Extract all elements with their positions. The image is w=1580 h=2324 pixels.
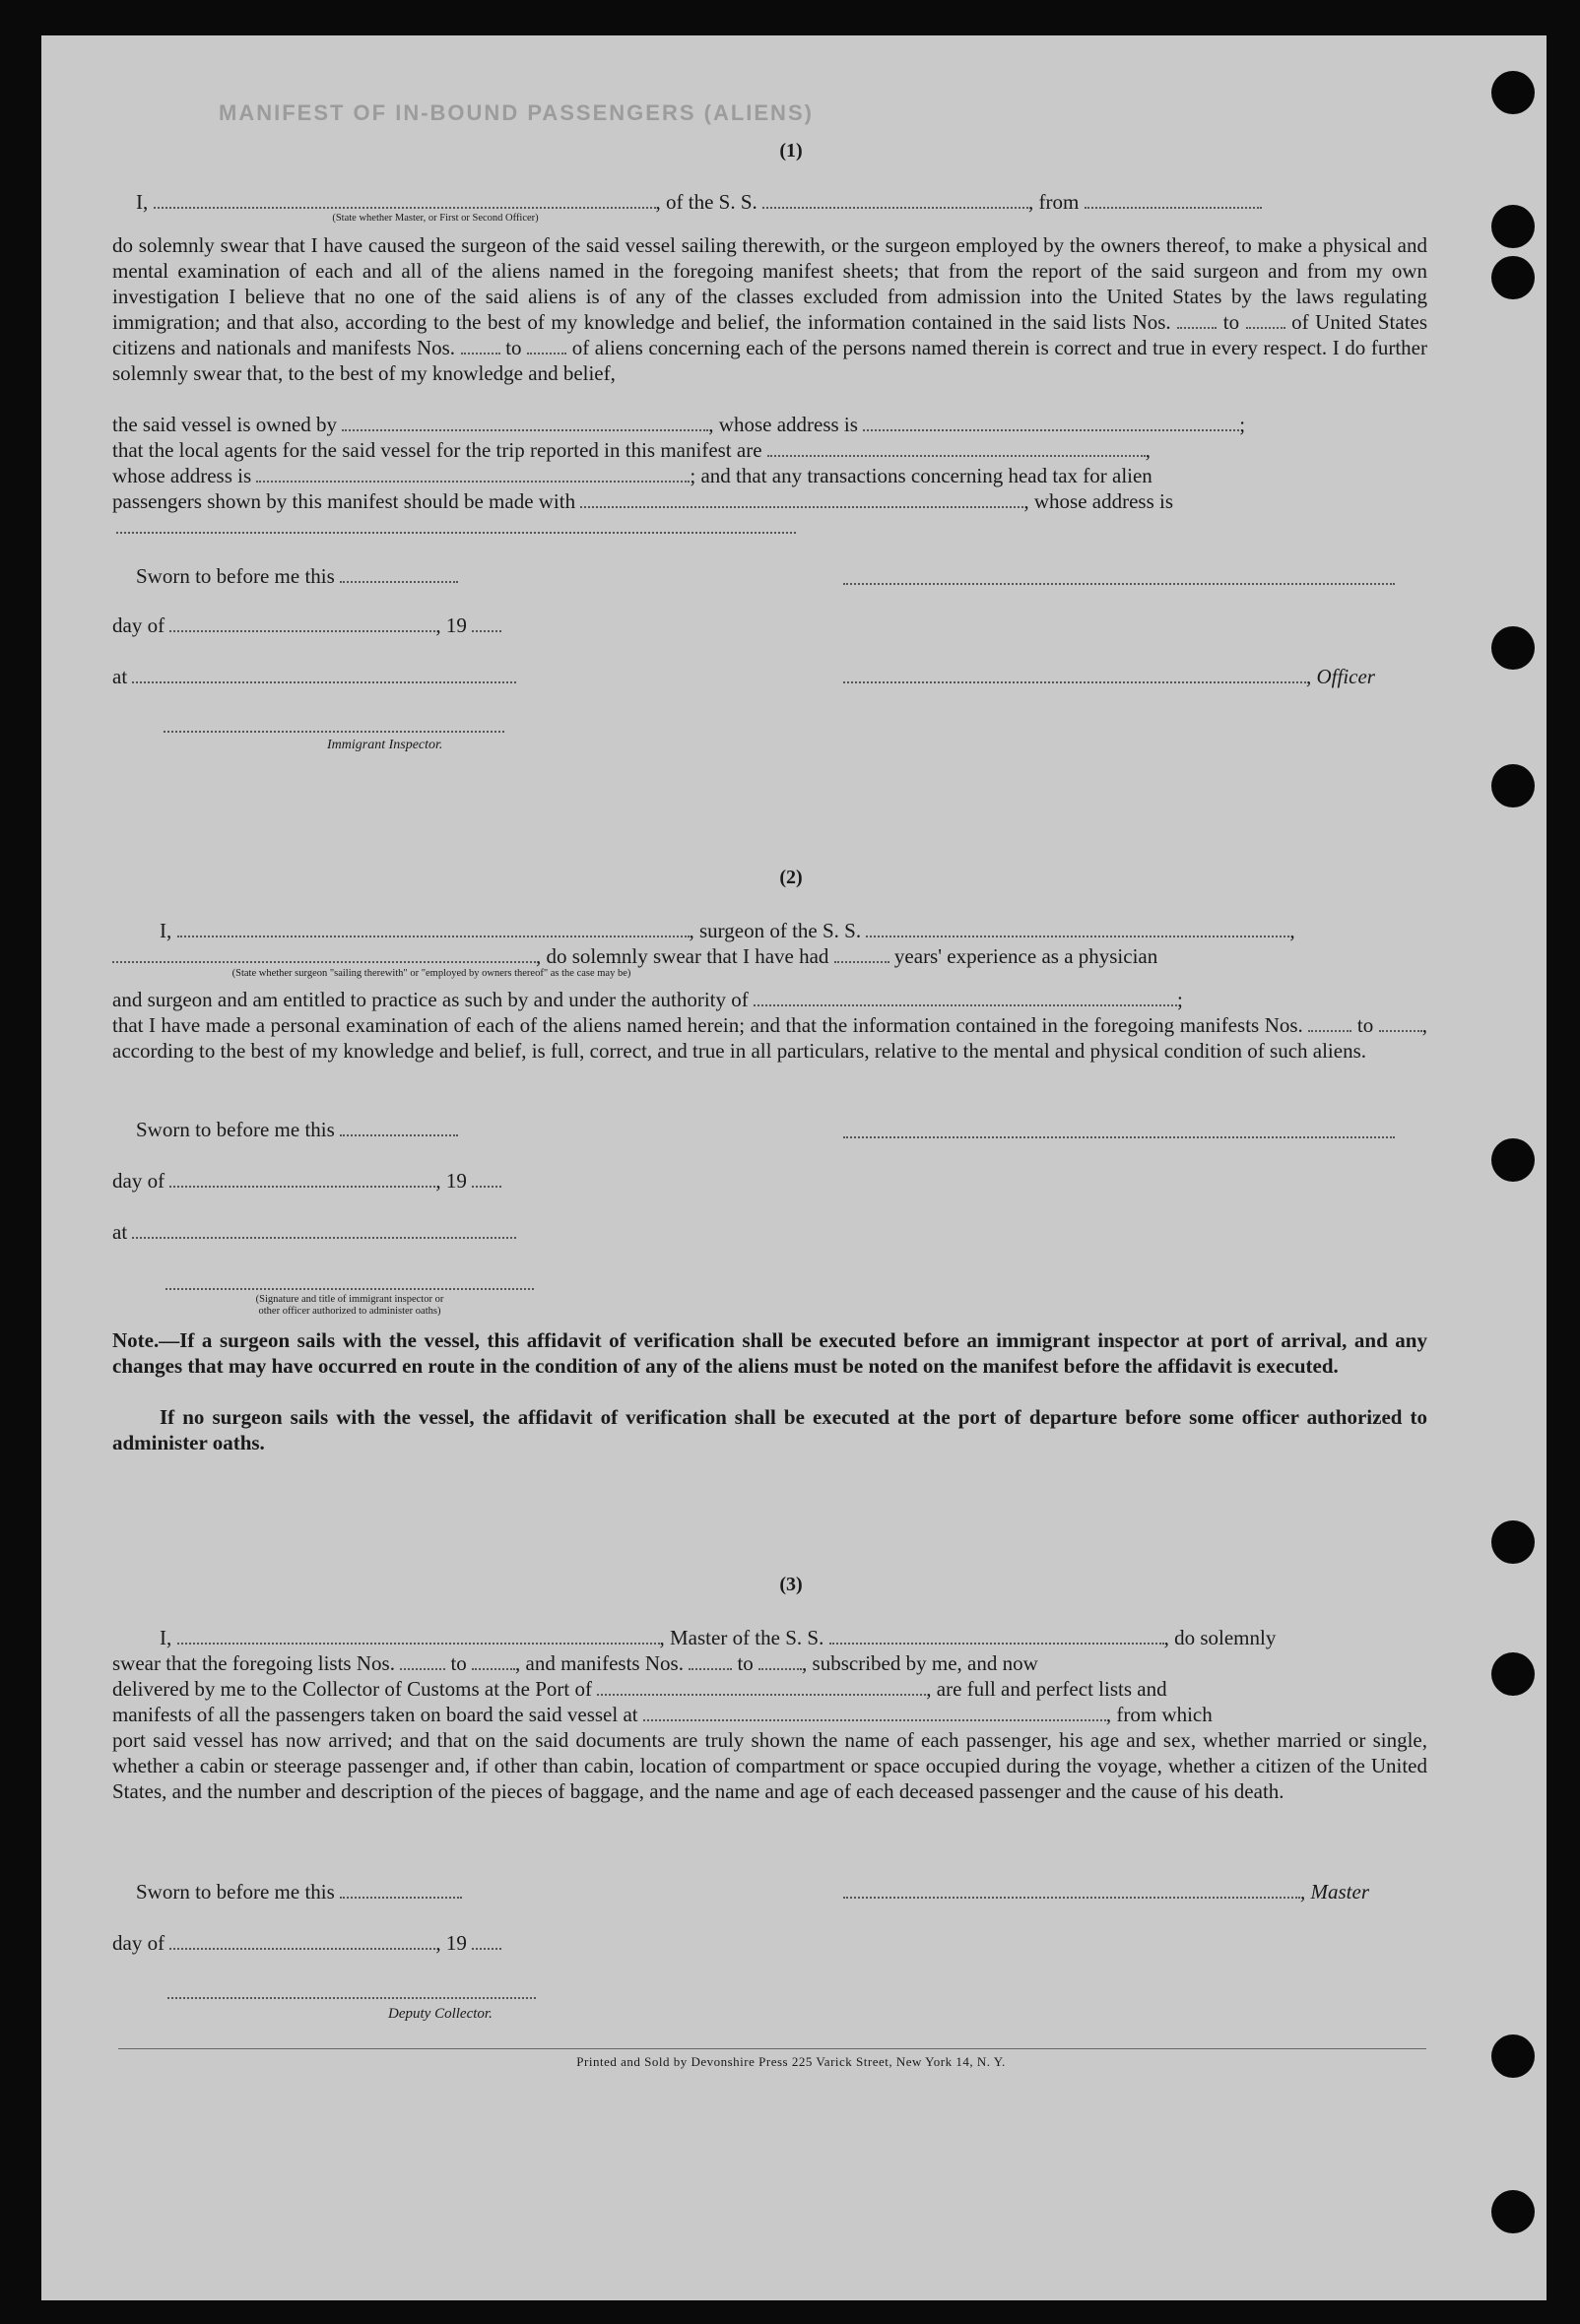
s2-at-blank [132,1220,516,1239]
s2-sworn-blank [340,1118,458,1136]
s3-to-1: to [450,1651,467,1675]
s3-day-of-text: day of [112,1931,165,1955]
s2-year: , 19 [435,1169,467,1193]
s3-subscribed: , subscribed by me, and now [802,1651,1038,1675]
s1-transactions-blank [580,489,1023,508]
s1-sworn [136,563,458,589]
s1-officer-signature-line [843,583,1395,585]
s1-from: , from [1028,190,1080,214]
s2-note-1: Note.—If a surgeon sails with the vessel, this affidavit of verification shall be executed before an immigrant inspector at port of arrival, and any changes that may have occurred en route in the condition of any of the aliens must be noted on the manifest before the affidavit is executed. [112,1328,1427,1378]
s2-i: I, [160,919,172,942]
s1-whose-address-is: whose address is [112,464,252,487]
punch-hole [1491,626,1535,670]
s3-full-perfect: , are full and perfect lists and [926,1677,1167,1701]
s1-manifests-from-blank [461,336,500,355]
s3-line-1 [160,1625,1276,1650]
s2-capacity-blank [112,944,536,963]
punch-hole [1491,205,1535,248]
s1-text-a: do solemnly swear that I have caused the surgeon of the said vessel sailing therewith, or the surgeon employed by the owners thereof, to make a physical and mental examination of each and all of the aliens named in the foregoing manifest sheets; that from the report of the said surgeon and from my own investigation I believe that no one of the said aliens is of any of the classes excluded from admission into the United States by the laws regulating immigration; and that also, according to the best of my knowledge and belief, the information contained in the said lists Nos. [112,233,1427,334]
section-2-number: (2) [779,867,803,888]
s1-manifests-to-blank [527,336,566,355]
faint-manifest-title: MANIFEST OF IN-BOUND PASSENGERS (ALIENS) [219,100,814,125]
s3-lists-from-blank [400,1651,445,1670]
s2-sworn-text: Sworn to before me this [136,1118,335,1141]
s2-at-text: at [112,1220,128,1244]
s2-caption: (State whether surgeon "sailing therewith" or "employed by owners thereof" as the case may be) [231,968,631,979]
s3-manifests-text: , and manifests Nos. [515,1651,684,1675]
s2-surgeon-of-ss: , surgeon of the S. S. [689,919,862,942]
s2-years: years' experience as a physician [893,944,1158,968]
s1-local-agents: that the local agents for the said vessel for the trip reported in this manifest are [112,438,762,462]
s2-swear: , do solemnly swear that I have had [536,944,829,968]
s3-port-blank [597,1677,926,1696]
s3-master-label: , Master [1300,1880,1369,1904]
s1-day-of [112,613,501,638]
s2-year-blank [472,1169,501,1188]
s1-of-ss: , of the S. S. [655,190,757,214]
s1-inspector-signature-line [164,731,504,733]
s2-manifests-from-blank [1308,1013,1351,1032]
s3-deputy-label: Deputy Collector. [388,2006,493,2022]
s3-lists-text: swear that the foregoing lists Nos. [112,1651,395,1675]
s1-inspector-label: Immigrant Inspector. [327,738,443,752]
s1-passengers-line [112,488,1173,514]
s1-address-blank-line [116,532,796,534]
s2-text-a: that I have made a personal examination of each of the aliens named herein; and that the information contained in the foregoing manifests Nos. [112,1013,1303,1037]
s3-line-3 [112,1676,1167,1702]
s1-lists-from-blank [1177,310,1217,329]
s1-agents-blank [767,438,1146,457]
s1-owned-by: the said vessel is owned by [112,413,338,436]
s3-lists-to-blank [472,1651,515,1670]
s1-whose-address: , whose address is [708,413,858,436]
s1-whose-address-end: , whose address is [1023,489,1174,513]
punch-hole [1491,764,1535,807]
s1-to-2: to [505,336,522,359]
s1-sworn-blank [340,564,458,583]
punch-hole [1491,256,1535,299]
s3-year: , 19 [435,1931,467,1955]
s2-inspector-signature-line [165,1288,534,1290]
s2-at [112,1219,516,1245]
s3-sworn [136,1879,462,1904]
s3-line-2 [112,1650,1038,1676]
s1-lists-to-blank [1246,310,1285,329]
s3-collector: delivered by me to the Collector of Customs at the Port of [112,1677,592,1701]
s1-day-of-text: day of [112,613,165,637]
s1-line-1 [136,189,1262,215]
s1-owner-address-blank [863,413,1239,431]
s1-owned-line [112,412,1245,437]
s3-from-which: , from which [1105,1703,1213,1726]
punch-hole [1491,2190,1535,2233]
s1-from-blank [1085,190,1262,209]
s1-officer-blank [843,665,1306,683]
s2-text-b: , according to the best of my knowledge and belief, is full, correct, and true in all particulars, relative to the mental and physical condition of such aliens. [112,1013,1427,1063]
punch-hole [1491,1138,1535,1182]
s3-day-blank [169,1931,435,1950]
s3-year-blank [472,1931,501,1950]
s2-note-2: If no surgeon sails with the vessel, the affidavit of verification shall be executed at the port of departure before some officer authorized to administer oaths. [112,1405,1427,1454]
s1-year: , 19 [435,613,467,637]
s1-day-blank [169,613,435,632]
section-3-number: (3) [779,1574,803,1595]
s1-agents-line [112,437,1151,463]
s2-sig-caption-1: (Signature and title of immigrant inspector or [255,1294,444,1305]
s3-deputy-signature-line [167,1997,536,1999]
s1-year-blank [472,613,501,632]
s2-sworn [136,1117,458,1142]
s3-i: I, [160,1626,172,1649]
s3-do-solemnly: , do solemnly [1163,1626,1277,1649]
punch-hole [1491,1520,1535,1564]
s3-sworn-text: Sworn to before me this [136,1880,335,1904]
s2-line-3 [112,987,1183,1012]
s3-to-2: to [737,1651,754,1675]
s1-paragraph [112,232,1427,386]
s2-surgeon-signature-line [843,1136,1395,1138]
s1-agent-address-blank [256,464,690,483]
s1-owner-blank [342,413,708,431]
s2-line-2 [112,943,1157,969]
section-1-number: (1) [779,140,803,161]
s1-officer-line [843,664,1375,689]
s3-manifests-from-blank [689,1651,732,1670]
s2-comma: , [1289,919,1295,942]
s3-line-4 [112,1702,1213,1727]
s1-at-text: at [112,665,128,688]
s3-master-name-blank [177,1626,660,1645]
s1-officer-name-blank [154,190,656,209]
manifest-affidavit-page [41,35,1547,2300]
s2-sig-caption-2: other officer authorized to administer oaths) [258,1306,441,1317]
s2-manifests-to-blank [1379,1013,1422,1032]
s1-head-tax: ; and that any transactions concerning head tax for alien [690,464,1152,487]
s2-line-1 [160,918,1295,943]
s3-port-departure-blank [643,1703,1106,1721]
s1-text-c: of aliens concerning each of the persons named therein is correct and true in every respect. I do further solemnly swear that, to the best of my knowledge and belief, [112,336,1427,385]
s2-to: to [1356,1013,1374,1037]
s1-agent-address-line [112,463,1152,488]
s1-passengers-shown: passengers shown by this manifest should be made with [112,489,576,513]
s2-authority: and surgeon and am entitled to practice as such by and under the authority of [112,988,749,1011]
s3-master-signature-blank [843,1880,1300,1899]
s3-manifests-to-blank [758,1651,802,1670]
printer-imprint: Printed and Sold by Devonshire Press 225 Varick Street, New York 14, N. Y. [576,2054,1006,2069]
s1-semicolon: ; [1239,413,1246,436]
s3-master-line [843,1879,1369,1904]
s1-at-blank [132,665,516,683]
s1-i: I, [136,190,149,214]
s1-caption: (State whether Master, or First or Second Officer) [332,213,539,224]
s1-to-1: to [1222,310,1240,334]
s3-taken-on-board: manifests of all the passengers taken on board the said vessel at [112,1703,638,1726]
s1-text-b: of United States citizens and nationals and manifests Nos. [112,310,1428,359]
s2-years-blank [834,944,889,963]
punch-hole [1491,1652,1535,1696]
s1-officer-label: , Officer [1306,665,1375,688]
s1-at [112,664,516,689]
s3-day-of [112,1930,501,1956]
s2-surgeon-name-blank [177,919,690,937]
s2-authority-blank [754,988,1177,1006]
s3-master-of-ss: , Master of the S. S. [659,1626,824,1649]
s2-vessel-blank [866,919,1289,937]
footer-rule [118,2048,1426,2049]
s3-vessel-blank [829,1626,1164,1645]
s2-day-of-text: day of [112,1169,165,1193]
punch-hole [1491,71,1535,114]
s3-sworn-blank [340,1880,462,1899]
s1-sworn-text: Sworn to before me this [136,564,335,588]
s1-comma: , [1145,438,1152,462]
s2-paragraph [112,1012,1427,1064]
s2-day-of [112,1168,501,1194]
s1-vessel-blank [762,190,1028,209]
s2-semicolon: ; [1177,988,1183,1011]
s2-day-blank [169,1169,435,1188]
s3-paragraph: port said vessel has now arrived; and that on the said documents are truly shown the name of each passenger, his age and sex, whether married or single, whether a cabin or steerage passenger and, if other than cabin, location of compartment or space occupied during the voyage, whether a citizen of the United States, and the number and description of the pieces of baggage, and the name and age of each deceased passenger and the cause of his death. [112,1728,1427,1803]
